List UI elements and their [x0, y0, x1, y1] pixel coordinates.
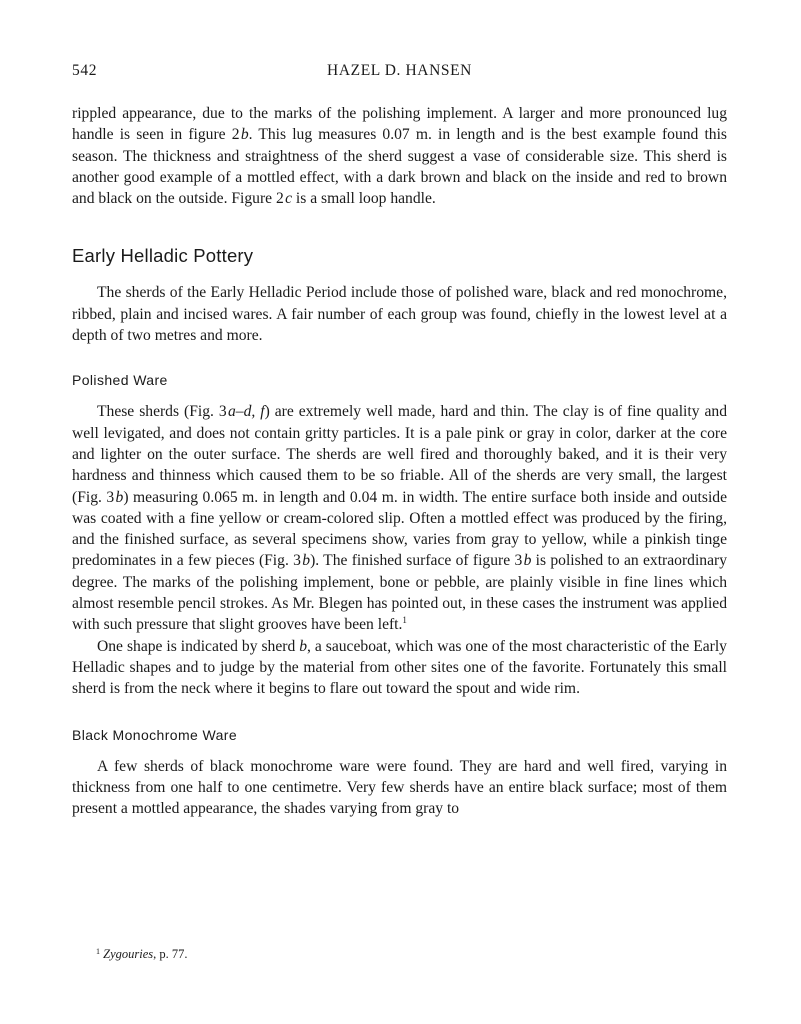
- polished-ware-paragraph-1: [72, 401, 727, 635]
- black-monochrome-paragraph: A few sherds of black monochrome ware were found. They are hard and well fired, varying in thickness from one half to one centimetre. Very few sherds have an entire black surface; most of them present a mottled appearance, the shades varying from gray to: [72, 757, 727, 818]
- figure-ref: b: [299, 637, 308, 655]
- figure-ref: a–d, f: [227, 403, 265, 421]
- text-run: ). The finished surface of figure 3: [310, 552, 523, 570]
- footnote: [96, 947, 188, 962]
- text-run: is polished to an extraordinary degree. The marks of the polishing implement, bone or pebble, are plainly visible in fine lines which almost resemble pencil strokes. As Mr. Blegen has pointed out, in these cases the instrument was applied with such pressure that slight grooves have been left.: [72, 552, 727, 634]
- page-header: [72, 62, 727, 86]
- text-run: . This lug measures 0.07 m. in length and is the best example found this season. The thickness and straightness of the sherd suggest a vase of considerable size. This sherd is another good example of a mottled effect, with a dark brown and black on the inside and red to brown and black on the outside. Figure 2: [72, 126, 727, 208]
- text-run: These sherds (Fig. 3: [97, 403, 227, 421]
- footnote-reference[interactable]: 1: [402, 615, 407, 626]
- text-run: is a small loop handle.: [292, 190, 436, 208]
- figure-ref: b: [302, 552, 311, 570]
- footnote-source: Zygouries: [103, 947, 154, 961]
- page-body: [72, 62, 727, 819]
- section-heading: Early Helladic Pottery: [72, 245, 254, 267]
- text-run: , a sauceboat, which was one of the most characteristic of the Early Helladic shapes and to judge by the material from other sites one of the favorite. Fortunately this small sherd is from the neck where it begins to flare out toward the spout and wide rim.: [72, 637, 727, 698]
- footnote-page: , p. 77.: [153, 947, 188, 961]
- text-run: One shape is indicated by sherd: [97, 637, 300, 655]
- section-intro-paragraph: The sherds of the Early Helladic Period include those of polished ware, black and red monochrome, ribbed, plain and incised wares. A fair number of each group was found, chiefly in the lowest level at a depth of two metres and more.: [72, 284, 727, 345]
- figure-ref: b: [115, 488, 124, 506]
- subheading-black-monochrome-ware: Black Monochrome Ware: [72, 726, 238, 743]
- subheading-polished-ware: Polished Ware: [72, 372, 168, 389]
- text-run: ) are extremely well made, hard and thin. The clay is of fine quality and well levigated, and does not contain gritty particles. It is a pale pink or gray in color, darker at the core and lighter on the outer surface. The sherds are well fired and thoroughly baked, and it is their very hardness and thinness which caused them to be so friable. All of the sherds are very small, the largest (Fig. 3: [72, 403, 727, 506]
- text-run: rippled appearance, due to the marks of the polishing implement. A larger and more pronounced lug handle is seen in figure 2: [72, 105, 727, 144]
- figure-ref: b: [523, 552, 532, 570]
- paragraph-continued: [72, 103, 727, 209]
- polished-ware-paragraph-2: [72, 636, 727, 700]
- text-run: ) measuring 0.065 m. in length and 0.04 m. in width. The entire surface both inside and outside was coated with a fine yellow or cream-colored slip. Often a mottled effect was produced by the firing, and the finished surface, as several specimens show, varies from gray to yellow, while a pinkish tinge predominates in a few pieces (Fig. 3: [72, 488, 727, 570]
- figure-ref: c: [285, 190, 293, 208]
- figure-ref: b: [240, 126, 249, 144]
- footnote-mark: 1: [96, 947, 100, 956]
- running-title: HAZEL D. HANSEN: [327, 62, 472, 79]
- page-number: 542: [72, 62, 98, 79]
